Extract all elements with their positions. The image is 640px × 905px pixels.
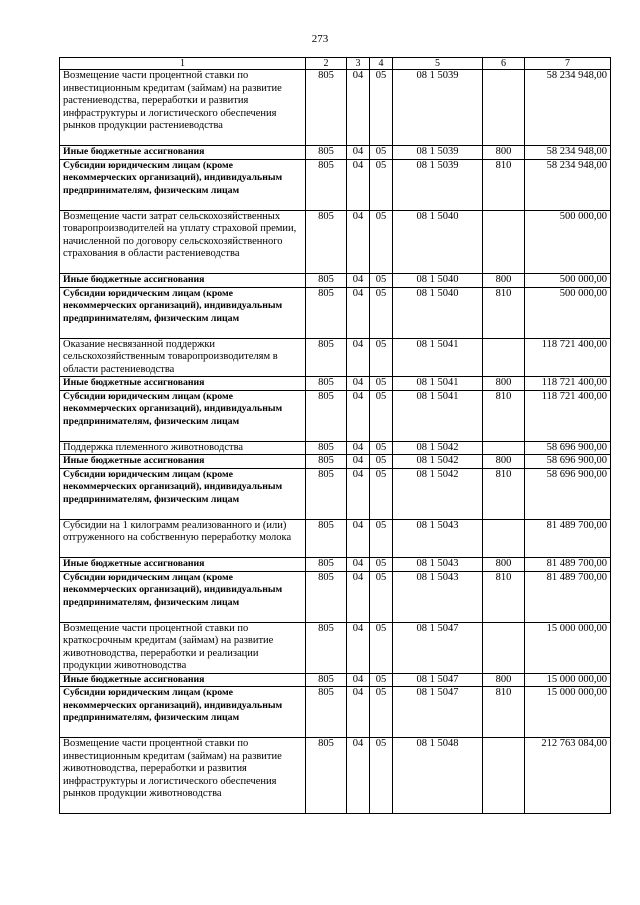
table-row <box>60 571 611 622</box>
cell-name: Возмещение части процентной ставки по инвестиционным кредитам (займам) на развитие растениеводства, переработки и развития инфраструктуры и логистического обеспечения рынков продукции растениеводства <box>60 70 306 146</box>
cell-pr: 05 <box>370 441 393 455</box>
cell-rz: 04 <box>347 146 370 160</box>
cell-amount: 118 721 400,00 <box>525 377 611 391</box>
cell-name: Субсидии юридическим лицам (кроме некоммерческих организаций), индивидуальным предпринимателям, физическим лицам <box>60 687 306 738</box>
cell-pr: 05 <box>370 455 393 469</box>
cell-grbs: 805 <box>306 70 347 146</box>
cell-amount: 81 489 700,00 <box>525 558 611 572</box>
cell-grbs: 805 <box>306 146 347 160</box>
cell-grbs: 805 <box>306 210 347 274</box>
cell-vr: 800 <box>483 558 525 572</box>
cell-pr: 05 <box>370 338 393 377</box>
cell-name: Субсидии юридическим лицам (кроме некоммерческих организаций), индивидуальным предпринимателям, физическим лицам <box>60 571 306 622</box>
table-row <box>60 441 611 455</box>
cell-vr <box>483 622 525 673</box>
cell-csr: 08 1 5040 <box>393 274 483 288</box>
cell-name: Возмещение части процентной ставки по инвестиционным кредитам (займам) на развитие животноводства, переработки и развития инфраструктуры и логистического обеспечения рынков продукции животноводства <box>60 738 306 814</box>
cell-pr: 05 <box>370 519 393 558</box>
cell-csr: 08 1 5041 <box>393 338 483 377</box>
cell-vr: 800 <box>483 673 525 687</box>
table-row <box>60 622 611 673</box>
cell-rz: 04 <box>347 338 370 377</box>
cell-name: Возмещение части процентной ставки по краткосрочным кредитам (займам) на развитие животноводства, переработки и реализации продукции животноводства <box>60 622 306 673</box>
column-header: 1 <box>60 58 306 70</box>
cell-csr: 08 1 5042 <box>393 455 483 469</box>
cell-vr: 800 <box>483 146 525 160</box>
cell-csr: 08 1 5042 <box>393 468 483 519</box>
cell-grbs: 805 <box>306 455 347 469</box>
cell-name: Иные бюджетные ассигнования <box>60 455 306 469</box>
cell-pr: 05 <box>370 287 393 338</box>
cell-amount: 500 000,00 <box>525 210 611 274</box>
cell-csr: 08 1 5047 <box>393 622 483 673</box>
cell-vr <box>483 210 525 274</box>
cell-rz: 04 <box>347 558 370 572</box>
cell-amount: 15 000 000,00 <box>525 622 611 673</box>
cell-vr: 800 <box>483 377 525 391</box>
table-row <box>60 274 611 288</box>
cell-csr: 08 1 5041 <box>393 377 483 391</box>
column-header: 5 <box>393 58 483 70</box>
cell-pr: 05 <box>370 274 393 288</box>
cell-grbs: 805 <box>306 519 347 558</box>
cell-pr: 05 <box>370 738 393 814</box>
cell-rz: 04 <box>347 274 370 288</box>
cell-csr: 08 1 5047 <box>393 673 483 687</box>
cell-rz: 04 <box>347 468 370 519</box>
cell-grbs: 805 <box>306 468 347 519</box>
cell-vr <box>483 519 525 558</box>
cell-rz: 04 <box>347 622 370 673</box>
cell-csr: 08 1 5043 <box>393 558 483 572</box>
cell-pr: 05 <box>370 210 393 274</box>
table-row <box>60 146 611 160</box>
cell-pr: 05 <box>370 146 393 160</box>
column-header: 4 <box>370 58 393 70</box>
cell-csr: 08 1 5039 <box>393 146 483 160</box>
table-row <box>60 377 611 391</box>
cell-rz: 04 <box>347 738 370 814</box>
cell-amount: 15 000 000,00 <box>525 687 611 738</box>
table-row <box>60 519 611 558</box>
cell-csr: 08 1 5040 <box>393 287 483 338</box>
cell-rz: 04 <box>347 70 370 146</box>
cell-pr: 05 <box>370 70 393 146</box>
cell-vr <box>483 70 525 146</box>
cell-grbs: 805 <box>306 390 347 441</box>
cell-csr: 08 1 5048 <box>393 738 483 814</box>
table-row <box>60 738 611 814</box>
cell-vr: 810 <box>483 571 525 622</box>
cell-grbs: 805 <box>306 377 347 391</box>
table-row <box>60 390 611 441</box>
cell-vr: 810 <box>483 687 525 738</box>
header-row <box>60 58 611 70</box>
cell-pr: 05 <box>370 390 393 441</box>
cell-grbs: 805 <box>306 159 347 210</box>
cell-pr: 05 <box>370 377 393 391</box>
cell-vr <box>483 338 525 377</box>
cell-amount: 81 489 700,00 <box>525 571 611 622</box>
cell-grbs: 805 <box>306 338 347 377</box>
cell-grbs: 805 <box>306 673 347 687</box>
cell-grbs: 805 <box>306 738 347 814</box>
cell-rz: 04 <box>347 687 370 738</box>
table-row <box>60 338 611 377</box>
table-body <box>60 58 611 814</box>
table-row <box>60 210 611 274</box>
cell-amount: 58 696 900,00 <box>525 468 611 519</box>
cell-vr: 810 <box>483 159 525 210</box>
cell-grbs: 805 <box>306 441 347 455</box>
cell-vr: 800 <box>483 274 525 288</box>
cell-csr: 08 1 5039 <box>393 159 483 210</box>
cell-rz: 04 <box>347 519 370 558</box>
table-row <box>60 687 611 738</box>
cell-pr: 05 <box>370 571 393 622</box>
cell-rz: 04 <box>347 455 370 469</box>
cell-vr <box>483 441 525 455</box>
cell-csr: 08 1 5041 <box>393 390 483 441</box>
cell-name: Субсидии юридическим лицам (кроме некоммерческих организаций), индивидуальным предпринимателям, физическим лицам <box>60 468 306 519</box>
cell-amount: 118 721 400,00 <box>525 338 611 377</box>
cell-rz: 04 <box>347 377 370 391</box>
table-row <box>60 558 611 572</box>
cell-rz: 04 <box>347 210 370 274</box>
table-row <box>60 455 611 469</box>
page-number: 273 <box>311 33 329 45</box>
cell-amount: 500 000,00 <box>525 287 611 338</box>
cell-name: Субсидии юридическим лицам (кроме некоммерческих организаций), индивидуальным предпринимателям, физическим лицам <box>60 159 306 210</box>
cell-vr: 800 <box>483 455 525 469</box>
cell-csr: 08 1 5047 <box>393 687 483 738</box>
cell-pr: 05 <box>370 687 393 738</box>
cell-amount: 58 234 948,00 <box>525 159 611 210</box>
cell-amount: 212 763 084,00 <box>525 738 611 814</box>
cell-csr: 08 1 5043 <box>393 571 483 622</box>
cell-name: Субсидии юридическим лицам (кроме некоммерческих организаций), индивидуальным предпринимателям, физическим лицам <box>60 390 306 441</box>
cell-amount: 58 234 948,00 <box>525 70 611 146</box>
cell-amount: 58 696 900,00 <box>525 441 611 455</box>
cell-name: Иные бюджетные ассигнования <box>60 274 306 288</box>
cell-name: Возмещение части затрат сельскохозяйственных товаропроизводителей на уплату страховой премии, начисленной по договору сельскохозяйственного страхования в области растениеводства <box>60 210 306 274</box>
cell-pr: 05 <box>370 622 393 673</box>
cell-name: Иные бюджетные ассигнования <box>60 558 306 572</box>
cell-name: Иные бюджетные ассигнования <box>60 146 306 160</box>
cell-amount: 58 696 900,00 <box>525 455 611 469</box>
cell-csr: 08 1 5043 <box>393 519 483 558</box>
table-row <box>60 468 611 519</box>
cell-amount: 500 000,00 <box>525 274 611 288</box>
cell-pr: 05 <box>370 558 393 572</box>
cell-csr: 08 1 5039 <box>393 70 483 146</box>
cell-name: Поддержка племенного животноводства <box>60 441 306 455</box>
cell-grbs: 805 <box>306 558 347 572</box>
budget-table <box>59 57 611 814</box>
column-header: 6 <box>483 58 525 70</box>
cell-grbs: 805 <box>306 571 347 622</box>
table-row <box>60 159 611 210</box>
cell-csr: 08 1 5042 <box>393 441 483 455</box>
cell-vr: 810 <box>483 390 525 441</box>
cell-rz: 04 <box>347 287 370 338</box>
cell-vr: 810 <box>483 468 525 519</box>
cell-pr: 05 <box>370 159 393 210</box>
cell-grbs: 805 <box>306 274 347 288</box>
cell-rz: 04 <box>347 441 370 455</box>
cell-name: Субсидии на 1 килограмм реализованного и (или) отгруженного на собственную переработку молока <box>60 519 306 558</box>
cell-name: Субсидии юридическим лицам (кроме некоммерческих организаций), индивидуальным предпринимателям, физическим лицам <box>60 287 306 338</box>
cell-amount: 81 489 700,00 <box>525 519 611 558</box>
column-header: 2 <box>306 58 347 70</box>
cell-rz: 04 <box>347 571 370 622</box>
cell-amount: 118 721 400,00 <box>525 390 611 441</box>
cell-amount: 15 000 000,00 <box>525 673 611 687</box>
cell-pr: 05 <box>370 468 393 519</box>
cell-pr: 05 <box>370 673 393 687</box>
cell-rz: 04 <box>347 159 370 210</box>
cell-rz: 04 <box>347 390 370 441</box>
cell-vr: 810 <box>483 287 525 338</box>
cell-rz: 04 <box>347 673 370 687</box>
table-row <box>60 673 611 687</box>
cell-vr <box>483 738 525 814</box>
table-row <box>60 70 611 146</box>
cell-amount: 58 234 948,00 <box>525 146 611 160</box>
table-row <box>60 287 611 338</box>
cell-name: Иные бюджетные ассигнования <box>60 673 306 687</box>
cell-csr: 08 1 5040 <box>393 210 483 274</box>
column-header: 7 <box>525 58 611 70</box>
cell-grbs: 805 <box>306 287 347 338</box>
column-header: 3 <box>347 58 370 70</box>
cell-name: Иные бюджетные ассигнования <box>60 377 306 391</box>
cell-name: Оказание несвязанной поддержки сельскохозяйственным товаропроизводителям в области растениеводства <box>60 338 306 377</box>
cell-grbs: 805 <box>306 622 347 673</box>
cell-grbs: 805 <box>306 687 347 738</box>
